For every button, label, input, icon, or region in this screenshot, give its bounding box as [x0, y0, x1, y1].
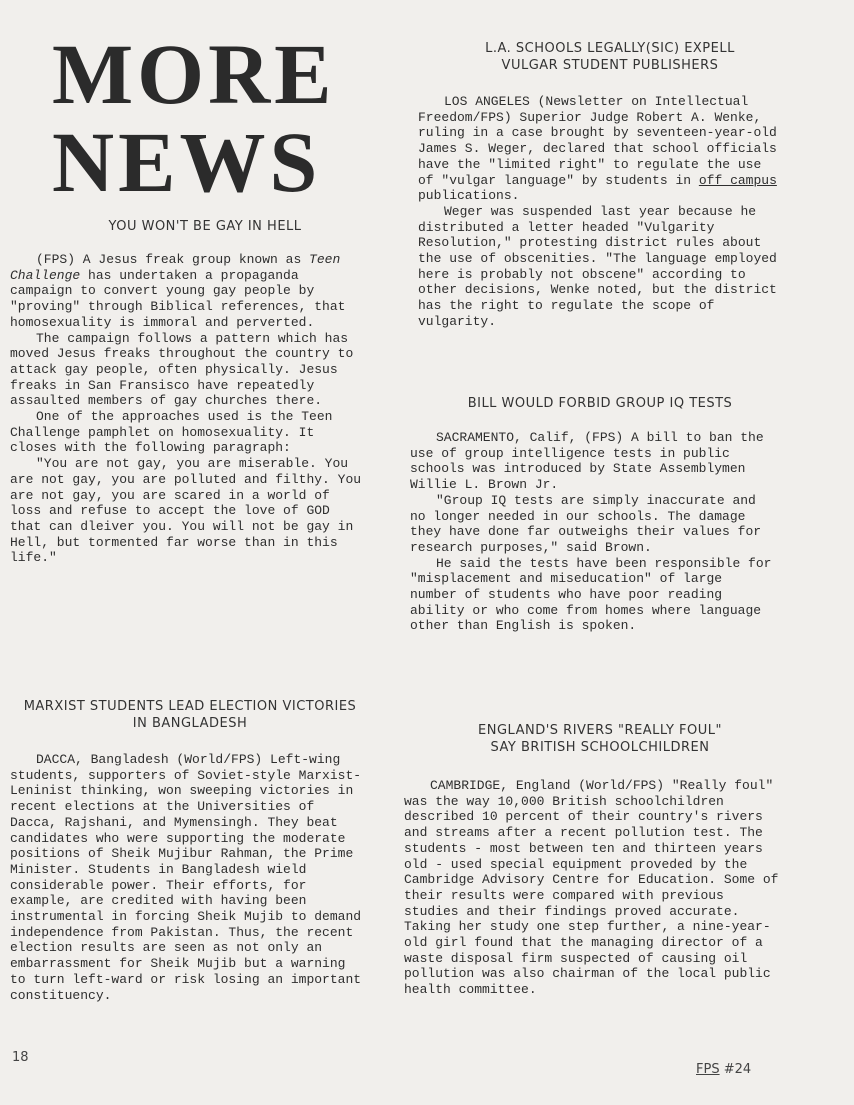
- story5-paragraph: CAMBRIDGE, England (World/FPS) "Really foul" was the way 10,000 British schoolchildren described 10 percent of their country's rivers and streams after a recent pollution test. The students - most between ten and thirteen years old - used special equipment proveded by the Cambridge Advisory Centre for Education. Some of their results were compared with previous studies and their findings proved accurate. Taking her study one step further, a nine-year-old girl found that the managing director of a waste disposal firm suspected of causing oil pollution was also chairman of the local public health committee.: [404, 778, 779, 998]
- story2-headline: MARXIST STUDENTS LEAD ELECTION VICTORIES IN BANGLADESH: [23, 699, 357, 731]
- story1-quote: "You are not gay, you are miserable. You are not gay, you are polluted and filthy. You are not gay, you are scared in a world of loss and refuse to accept the love of GOD that can dleiver you. You will not be gay in Hell, but tormented far worse than in this life.": [10, 456, 362, 566]
- masthead-line-1: MORE: [52, 26, 336, 122]
- story4-body: [410, 430, 775, 634]
- story4-headline: BILL WOULD FORBID GROUP IQ TESTS: [467, 396, 733, 411]
- story3-headline: L.A. SCHOOLS LEGALLY(SIC) EXPELL VULGAR STUDENT PUBLISHERS: [485, 41, 735, 73]
- story1-paragraph: The campaign follows a pattern which has moved Jesus freaks throughout the country to attack gay people, often physically. Jesus freaks in San Fransisco have repeatedly assaulted members of gay churches there.: [10, 330, 354, 409]
- story2-paragraph: DACCA, Bangladesh (World/FPS) Left-wing students, supporters of Soviet-style Marxist-Leninist thinking, won sweeping victories in recent elections at the Universities of Dacca, Rajshani, and Mymensingh. They beat candidates who were supporting the moderate positions of Sheik Mujibur Rahman, the Prime Minister. Students in Bangladesh wield considerable power. Their efforts, for example, are credited with having been instrumental in forcing Sheik Mujib to demand independence from Pakistan. Thus, the recent election results are seen as not only an embarrassment for Sheik Mujib but a warning to turn left-ward or risk losing an important constituency.: [10, 752, 362, 1003]
- story4-paragraph: "Group IQ tests are simply inaccurate and no longer needed in our schools. The damage they have done far outweighs their values for research purposes," said Brown.: [410, 492, 762, 555]
- story1-body: [10, 252, 365, 566]
- masthead-line-2: NEWS: [52, 114, 322, 210]
- story1-italic-name: Teen Challenge: [10, 252, 341, 283]
- story5-headline: ENGLAND'S RIVERS "REALLY FOUL" SAY BRITISH SCHOOLCHILDREN: [478, 723, 722, 755]
- masthead: [52, 26, 352, 210]
- story1-paragraph: One of the approaches used is the Teen Challenge pamphlet on homosexuality. It closes with the following paragraph:: [10, 409, 333, 456]
- story1-paragraph: (FPS) A Jesus freak group known as Teen Challenge has undertaken a propaganda campaign to convert young gay people by "proving" through Biblical references, that homosexuality is immoral and perverted.: [10, 252, 346, 330]
- story4-paragraph: SACRAMENTO, Calif, (FPS) A bill to ban the use of group intelligence tests in public schools was introduced by State Assemblymen Willie L. Brown Jr.: [410, 430, 764, 493]
- story3-body: [418, 94, 783, 330]
- issue-prefix: FPS: [696, 1062, 720, 1077]
- page-number: 18: [12, 1050, 29, 1065]
- issue-label: [696, 1062, 751, 1077]
- issue-number: #24: [723, 1062, 752, 1077]
- story2-body: [10, 752, 368, 1003]
- story5-body: [404, 778, 786, 998]
- story3-underlined-term: off campus: [698, 172, 777, 188]
- story3-paragraph: LOS ANGELES (Newsletter on Intellectual Freedom/FPS) Superior Judge Robert A. Wenke, ruling in a case brought by seventeen-year-old James S. Weger, declared that school officials have the "limited right" to regulate the use of "vulgar language" by students in off campus publications.: [418, 94, 777, 204]
- story3-paragraph: Weger was suspended last year because he distributed a letter headed "Vulgarity Resolution," protesting district rules about the use of obscenities. "The language employed here is probably not obscene" according to other decisions, Wenke noted, but the district has the right to regulate the scope of vulgarity.: [418, 203, 777, 329]
- story4-paragraph: He said the tests have been responsible for "misplacement and miseducation" of large number of students who have poor reading ability or who come from homes where language other than English is spoken.: [410, 555, 772, 634]
- story1-headline: YOU WON'T BE GAY IN HELL: [108, 219, 302, 234]
